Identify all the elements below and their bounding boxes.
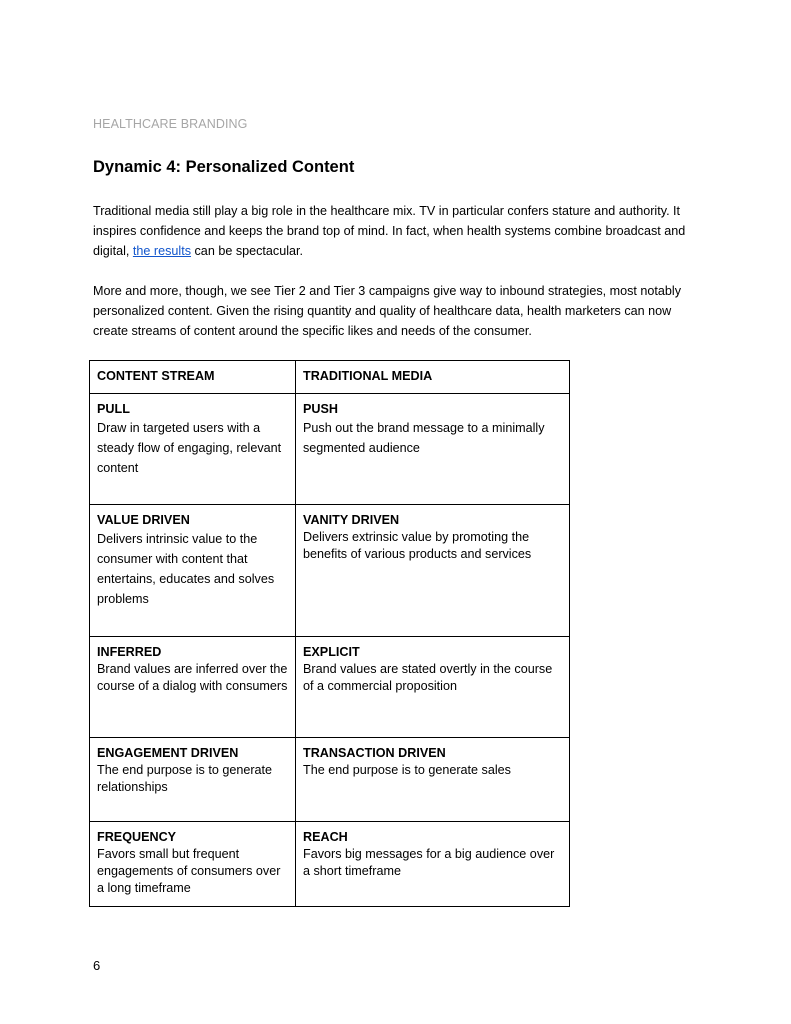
cell-text: Draw in targeted users with a steady flow of engaging, relevant content: [97, 421, 282, 475]
cell-title: INFERRED: [97, 645, 162, 659]
results-link[interactable]: the results: [132, 244, 192, 258]
cell-text: Brand values are stated overtly in the course of a commercial proposition: [303, 662, 553, 693]
header-label: CONTENT STREAM: [97, 369, 215, 383]
table-row: [90, 738, 570, 822]
section-title: Dynamic 4: Personalized Content: [93, 158, 355, 176]
table-cell: [90, 822, 296, 907]
cell-text: Favors small but frequent engagements of consumers over a long timeframe: [97, 847, 281, 895]
cell-title: PULL: [97, 402, 130, 416]
cell-title: VALUE DRIVEN: [97, 513, 190, 527]
table-cell: [90, 394, 296, 505]
table-cell: [90, 637, 296, 738]
cell-title: REACH: [303, 830, 348, 844]
table-cell: [296, 505, 570, 637]
cell-title: PUSH: [303, 402, 338, 416]
cell-text: The end purpose is to generate sales: [303, 763, 511, 777]
table-cell: [296, 394, 570, 505]
running-header: HEALTHCARE BRANDING: [93, 117, 248, 131]
second-paragraph: More and more, though, we see Tier 2 and Tier 3 campaigns give way to inbound strategies, most notably personalized content. Given the rising quantity and quality of healthcare data, health marketers can now create streams of content around the specific likes and needs of the consumer.: [93, 284, 682, 338]
comparison-table: [89, 360, 570, 907]
table-row: [90, 822, 570, 907]
cell-text: Push out the brand message to a minimally segmented audience: [303, 421, 545, 455]
header-label: TRADITIONAL MEDIA: [303, 369, 433, 383]
table-cell: [296, 822, 570, 907]
cell-text: The end purpose is to generate relationships: [97, 763, 273, 794]
table-cell: [296, 637, 570, 738]
header-cell-content-stream: [90, 361, 296, 394]
table-row: [90, 394, 570, 505]
table-row: [90, 637, 570, 738]
cell-text: Favors big messages for a big audience over a short timeframe: [303, 847, 555, 878]
table-cell: [90, 505, 296, 637]
paragraph-text: can be spectacular.: [191, 244, 304, 258]
intro-paragraph: [93, 201, 703, 261]
header-cell-traditional-media: [296, 361, 570, 394]
paragraph-text: Traditional media still play a big role in the healthcare mix. TV in particular confers stature and authority. It inspires confidence and keeps the brand top of mind. In fact, when health systems combine broadcast and digital,: [93, 204, 686, 258]
table-header-row: [90, 361, 570, 394]
table-row: [90, 505, 570, 637]
cell-text: Delivers extrinsic value by promoting the benefits of various products and services: [303, 530, 532, 561]
cell-title: TRANSACTION DRIVEN: [303, 746, 446, 760]
table-cell: [90, 738, 296, 822]
cell-title: ENGAGEMENT DRIVEN: [97, 746, 239, 760]
cell-title: VANITY DRIVEN: [303, 513, 400, 527]
page-number: 6: [93, 958, 101, 973]
table-cell: [296, 738, 570, 822]
cell-text: Delivers intrinsic value to the consumer with content that entertains, educates and solves problems: [97, 532, 275, 606]
cell-title: EXPLICIT: [303, 645, 360, 659]
cell-text: Brand values are inferred over the course of a dialog with consumers: [97, 662, 288, 693]
cell-title: FREQUENCY: [97, 830, 177, 844]
